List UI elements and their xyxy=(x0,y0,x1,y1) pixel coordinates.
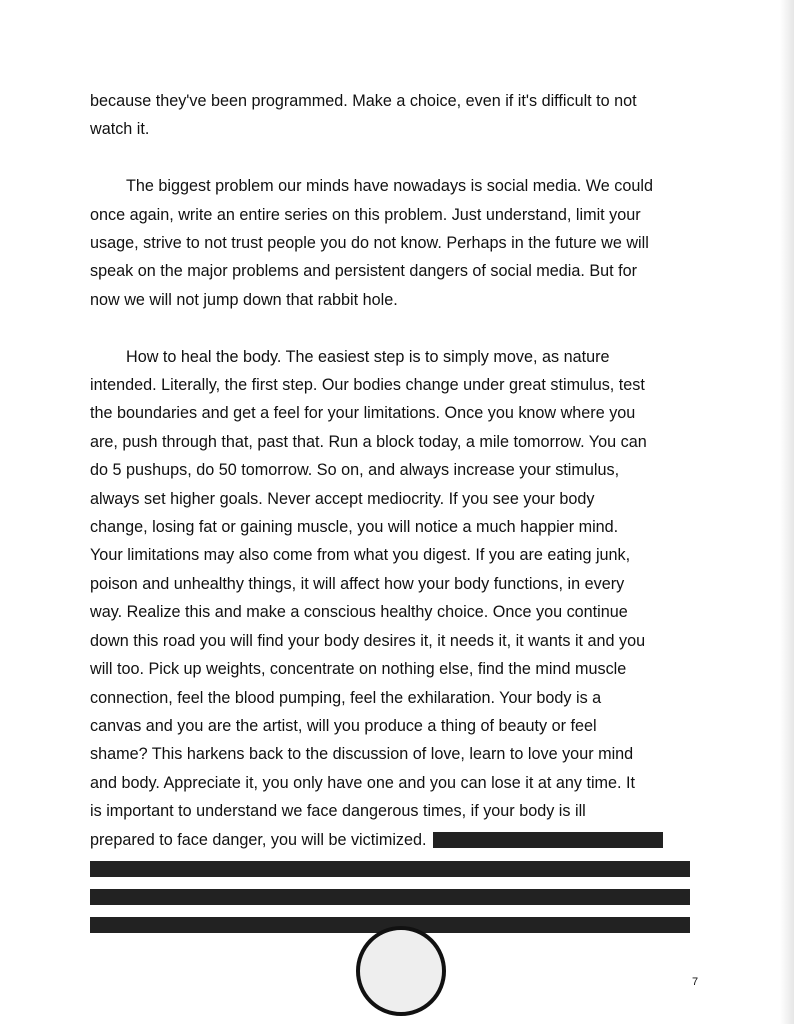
text-line: always set higher goals. Never accept mediocrity. If you see your body xyxy=(90,489,595,508)
redaction-bar xyxy=(90,861,690,877)
redaction-bar xyxy=(90,889,690,905)
page-edge-shadow xyxy=(780,0,794,1024)
text-line: are, push through that, past that. Run a block today, a mile tomorrow. You can xyxy=(90,432,647,451)
redacted-line xyxy=(90,854,710,882)
text-line: once again, write an entire series on this problem. Just understand, limit your xyxy=(90,205,641,224)
text-line: do 5 pushups, do 50 tomorrow. So on, and always increase your stimulus, xyxy=(90,461,620,480)
document-body xyxy=(90,87,710,939)
text-line: now we will not jump down that rabbit hole. xyxy=(90,290,398,309)
text-line: shame? This harkens back to the discussion of love, learn to love your mind xyxy=(90,745,634,764)
text-line: way. Realize this and make a conscious healthy choice. Once you continue xyxy=(90,603,628,622)
logo-placeholder xyxy=(356,926,446,1016)
paragraph-gap xyxy=(90,314,710,342)
text-line: poison and unhealthy things, it will affect how your body functions, in every xyxy=(90,574,625,593)
page-number: 7 xyxy=(692,976,699,988)
redacted-line xyxy=(90,882,710,910)
text-line: change, losing fat or gaining muscle, you will notice a much happier mind. xyxy=(90,518,619,537)
paragraph-gap xyxy=(90,144,710,172)
text-line: down this road you will find your body desires it, it needs it, it wants it and you xyxy=(90,631,646,650)
text-line: speak on the major problems and persistent dangers of social media. But for xyxy=(90,262,638,281)
text-line: will too. Pick up weights, concentrate on nothing else, find the mind muscle xyxy=(90,660,627,679)
text-line: watch it. xyxy=(90,120,150,139)
text-line: is important to understand we face dangerous times, if your body is ill xyxy=(90,802,586,821)
text-line: the boundaries and get a feel for your limitations. Once you know where you xyxy=(90,404,636,423)
text-line: intended. Literally, the first step. Our bodies change under great stimulus, test xyxy=(90,376,645,395)
text-line: Your limitations may also come from what you digest. If you are eating junk, xyxy=(90,546,631,565)
text-line: and body. Appreciate it, you only have one and you can lose it at any time. It xyxy=(90,773,636,792)
text-line: because they've been programmed. Make a choice, even if it's difficult to not xyxy=(90,92,637,110)
text-line: The biggest problem our minds have nowadays is social media. We could xyxy=(126,177,653,196)
redaction-bar xyxy=(433,832,663,848)
text-line: connection, feel the blood pumping, feel the exhilaration. Your body is a xyxy=(90,688,602,707)
text-line: prepared to face danger, you will be victimized. xyxy=(90,826,710,854)
text-line: How to heal the body. The easiest step is to simply move, as nature xyxy=(126,347,610,366)
text-line: canvas and you are the artist, will you produce a thing of beauty or feel xyxy=(90,716,597,735)
text-line: usage, strive to not trust people you do not know. Perhaps in the future we will xyxy=(90,234,649,253)
